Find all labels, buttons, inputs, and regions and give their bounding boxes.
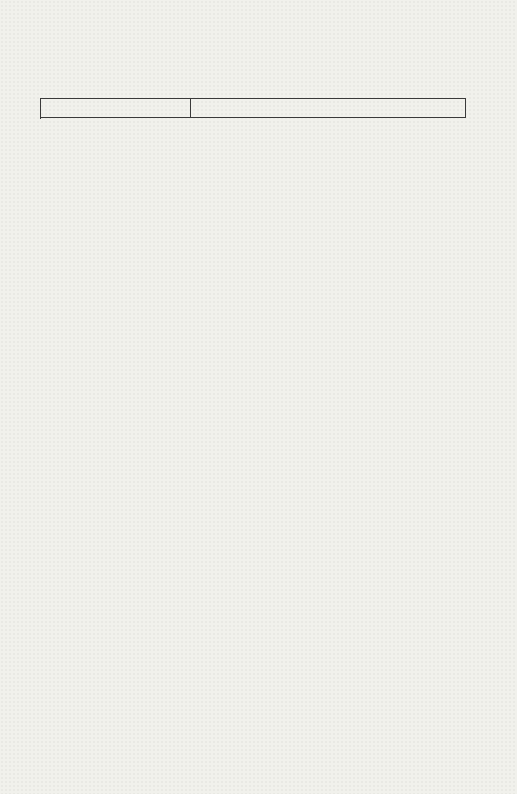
header-education-areas [41, 99, 191, 118]
header-hours-per-week [191, 99, 466, 118]
curriculum-table [40, 98, 466, 118]
header-row [41, 99, 466, 118]
